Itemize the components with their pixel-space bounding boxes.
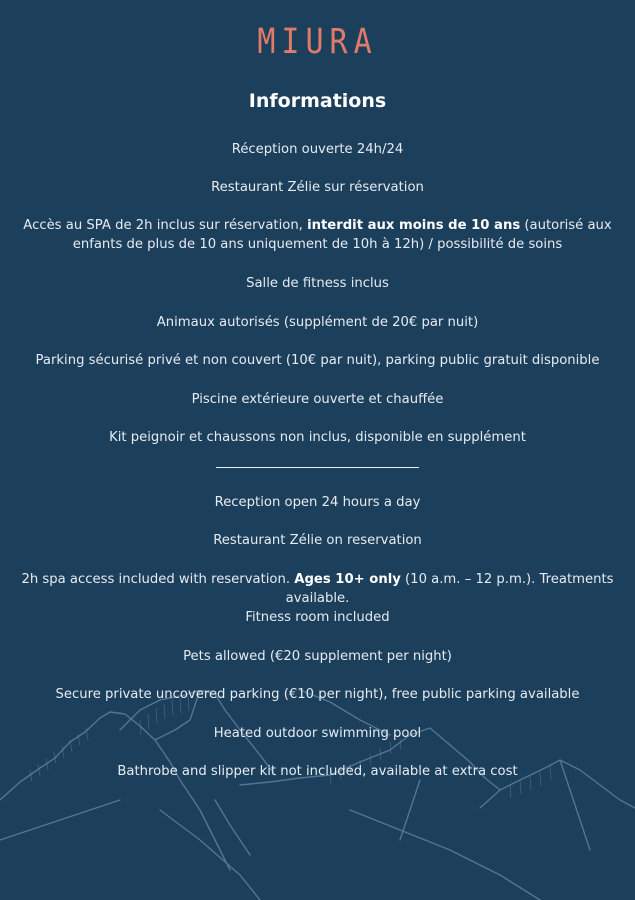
spa-age-restriction: interdit aux moins de 10 ans	[307, 218, 521, 233]
info-item-fr: Parking sécurisé privé et non couvert (10€ par nuit), parking public gratuit disponible	[35, 353, 600, 368]
info-item-fr: Animaux autorisés (supplément de 20€ par nuit)	[156, 315, 479, 330]
info-item-en: Bathrobe and slipper kit not included, available at extra cost	[117, 764, 518, 779]
info-item-fr: Kit peignoir et chaussons non inclus, disponible en supplément	[109, 430, 526, 445]
page-title: Informations	[248, 90, 387, 112]
language-divider	[216, 467, 419, 468]
info-item-en: Pets allowed (€20 supplement per night)	[183, 649, 452, 664]
info-item-fr-spa: Accès au SPA de 2h inclus sur réservation, interdit aux moins de 10 ans (autorisé aux enfants de plus de 10 ans uniquement de 10h à 12h) / possibilité de soins	[23, 218, 612, 252]
info-item-en: Fitness room included	[245, 610, 390, 625]
spa-age-restriction: Ages 10+ only	[294, 572, 401, 587]
info-item-en-spa: 2h spa access included with reservation. Ages 10+ only (10 a.m. – 12 p.m.). Treatments available.	[21, 572, 614, 606]
info-item-fr: Piscine extérieure ouverte et chauffée	[191, 392, 444, 407]
mountain-illustration	[0, 690, 635, 900]
brand-logo: MIURA	[257, 22, 378, 63]
info-item-en: Heated outdoor swimming pool	[213, 726, 422, 741]
info-item-en: Restaurant Zélie on reservation	[213, 533, 422, 548]
info-item-fr: Salle de fitness inclus	[246, 276, 389, 291]
info-item-fr: Réception ouverte 24h/24	[231, 142, 404, 157]
info-item-en: Secure private uncovered parking (€10 per night), free public parking available	[55, 687, 580, 702]
info-item-en: Reception open 24 hours a day	[214, 495, 421, 510]
info-item-fr: Restaurant Zélie sur réservation	[211, 180, 424, 195]
